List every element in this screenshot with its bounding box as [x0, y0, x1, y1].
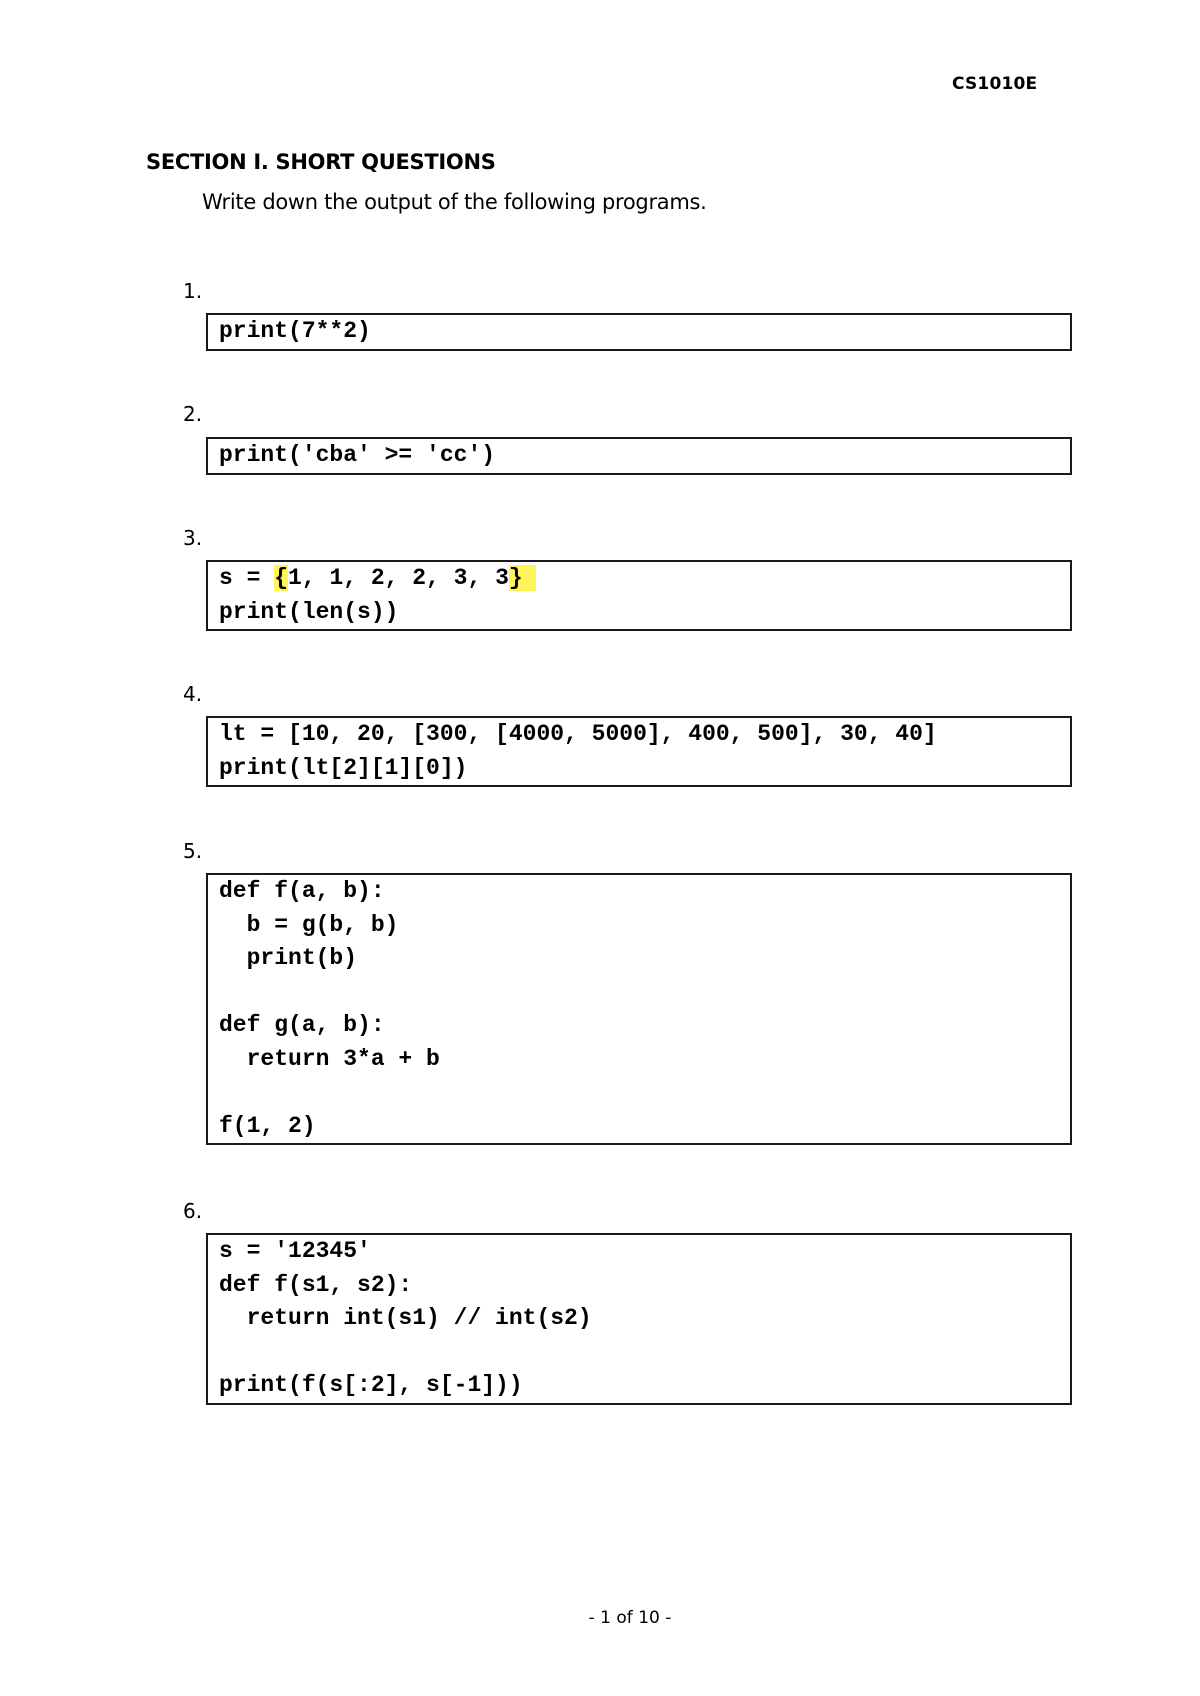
- code-box-q1: [206, 313, 1072, 351]
- code-line: return 3*a + b: [219, 1045, 440, 1072]
- code-box-q2: [206, 437, 1072, 475]
- code-line: print(7**2): [219, 318, 371, 344]
- code-box-q6: [206, 1233, 1072, 1405]
- code-line: def g(a, b):: [219, 1012, 385, 1038]
- code-line: lt = [10, 20, [300, [4000, 5000], 400, 500], 30, 40]: [219, 721, 937, 747]
- question-number-5: 5.: [183, 839, 203, 863]
- code-line: return int(s1) // int(s2): [219, 1305, 592, 1331]
- code-box-q4: [206, 716, 1072, 787]
- page-number: - 1 of 10 -: [588, 1608, 672, 1628]
- section-title: SECTION I. SHORT QUESTIONS: [146, 150, 496, 174]
- question-number-6: 6.: [183, 1199, 203, 1223]
- code-line: print(f(s[:2], s[-1])): [219, 1372, 523, 1398]
- question-number-1: 1.: [183, 279, 203, 303]
- question-number-4: 4.: [183, 682, 203, 706]
- code-box-q3: [206, 560, 1072, 631]
- code-line: print(len(s)): [219, 598, 399, 625]
- section-instruction: Write down the output of the following programs.: [202, 190, 707, 214]
- highlight-brace-close: }: [508, 565, 537, 591]
- code-line: b = g(b, b): [219, 911, 399, 938]
- code-line: [219, 1076, 1070, 1110]
- code-box-q5: [206, 873, 1072, 1145]
- code-line: def f(s1, s2):: [219, 1271, 413, 1298]
- code-line: f(1, 2): [219, 1112, 316, 1139]
- question-number-3: 3.: [183, 526, 203, 550]
- code-line: print('cba' >= 'cc'): [219, 442, 496, 468]
- highlight-brace-open: {: [274, 565, 289, 591]
- code-line: print(b): [219, 945, 358, 971]
- code-line-highlighted: [219, 562, 1070, 596]
- code-line: [219, 1336, 1070, 1370]
- question-number-2: 2.: [183, 402, 203, 426]
- code-text: 1, 1, 2, 2, 3, 3: [288, 565, 509, 591]
- course-code: CS1010E: [952, 74, 1038, 94]
- code-line: [219, 976, 1070, 1010]
- code-text: s =: [219, 565, 275, 591]
- code-line: print(lt[2][1][0]): [219, 754, 468, 781]
- code-line: s = '12345': [219, 1238, 371, 1264]
- code-line: def f(a, b):: [219, 878, 385, 904]
